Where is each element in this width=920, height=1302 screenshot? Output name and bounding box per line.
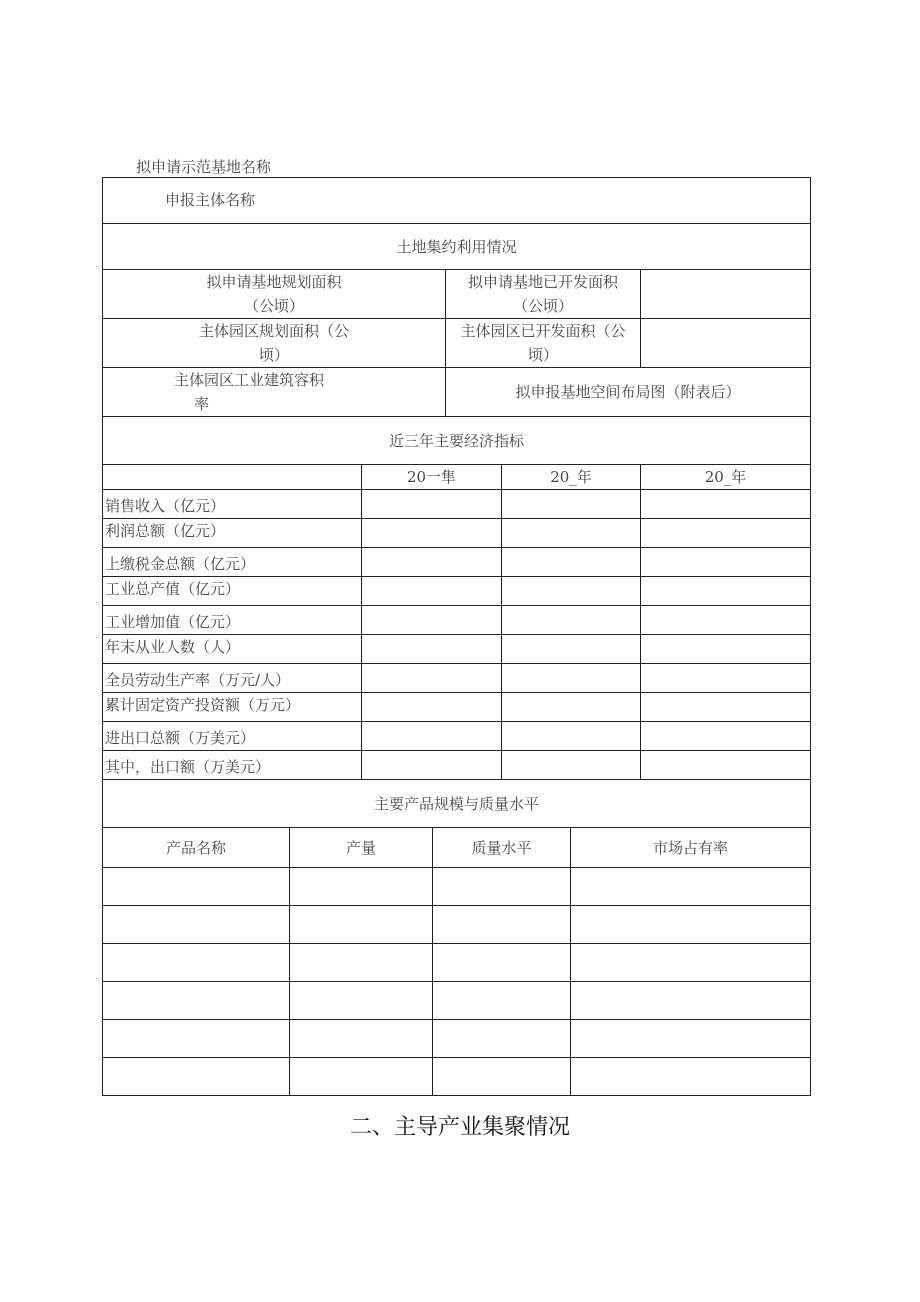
application-form-table <box>102 177 811 1096</box>
indicator-label: 工业增加值（亿元） <box>103 606 362 635</box>
indicator-value[interactable] <box>502 577 641 606</box>
base-name-caption: 拟申请示范基地名称 <box>136 158 272 176</box>
indicator-value[interactable] <box>502 519 641 548</box>
indicator-value[interactable] <box>641 548 811 577</box>
product-name-header: 产品名称 <box>103 828 290 868</box>
product-cell[interactable] <box>103 1058 290 1096</box>
product-cell[interactable] <box>433 982 571 1020</box>
indicator-value[interactable] <box>362 577 502 606</box>
indicator-value[interactable] <box>362 519 502 548</box>
indicator-value[interactable] <box>502 490 641 519</box>
developed-area-label: 拟申请基地已开发面积 （公顷） <box>446 270 641 319</box>
indicator-value[interactable] <box>362 606 502 635</box>
year-header-blank <box>103 465 362 490</box>
product-cell[interactable] <box>433 868 571 906</box>
indicator-value[interactable] <box>362 693 502 722</box>
indicator-value[interactable] <box>641 751 811 780</box>
year-header-3: 20_年 <box>641 465 811 490</box>
year-header-2: 20_年 <box>502 465 641 490</box>
indicator-value[interactable] <box>641 490 811 519</box>
developed-area-value[interactable] <box>641 270 811 319</box>
indicator-value[interactable] <box>641 664 811 693</box>
indicator-label: 年末从业人数（人） <box>103 635 362 664</box>
indicator-label: 工业总产值（亿元） <box>103 577 362 606</box>
product-cell[interactable] <box>103 906 290 944</box>
product-cell[interactable] <box>290 1058 433 1096</box>
product-cell[interactable] <box>103 868 290 906</box>
indicator-value[interactable] <box>641 635 811 664</box>
product-cell[interactable] <box>103 1020 290 1058</box>
layout-map-label: 拟申报基地空间布局图（附表后） <box>446 368 811 417</box>
quality-header: 质量水平 <box>433 828 571 868</box>
indicator-value[interactable] <box>362 635 502 664</box>
product-cell[interactable] <box>571 1020 811 1058</box>
park-developed-area-label: 主体园区已开发面积（公 顷） <box>446 319 641 368</box>
product-cell[interactable] <box>433 906 571 944</box>
indicator-label: 进出口总额（万美元） <box>103 722 362 751</box>
indicator-value[interactable] <box>641 577 811 606</box>
product-section-title: 主要产品规模与质量水平 <box>103 780 811 828</box>
indicator-value[interactable] <box>362 548 502 577</box>
indicator-value[interactable] <box>502 664 641 693</box>
indicator-label: 销售收入（亿元） <box>103 490 362 519</box>
product-cell[interactable] <box>103 944 290 982</box>
indicator-value[interactable] <box>502 606 641 635</box>
product-cell[interactable] <box>571 1058 811 1096</box>
indicator-value[interactable] <box>641 722 811 751</box>
main-industry-heading: 二、主导产业集聚情况 <box>349 1115 570 1140</box>
product-cell[interactable] <box>290 982 433 1020</box>
product-cell[interactable] <box>571 982 811 1020</box>
indicator-value[interactable] <box>502 635 641 664</box>
land-section-title: 土地集约利用情况 <box>103 224 811 270</box>
year-header-1: 20一隼 <box>362 465 502 490</box>
product-cell[interactable] <box>571 868 811 906</box>
indicator-label: 利润总额（亿元） <box>103 519 362 548</box>
applicant-name-label: 申报主体名称 <box>165 191 256 209</box>
economic-section-title: 近三年主要经济指标 <box>103 417 811 465</box>
indicator-value[interactable] <box>502 548 641 577</box>
product-cell[interactable] <box>433 944 571 982</box>
indicator-value[interactable] <box>362 751 502 780</box>
product-cell[interactable] <box>290 944 433 982</box>
indicator-label: 上缴税金总额（亿元） <box>103 548 362 577</box>
product-cell[interactable] <box>290 906 433 944</box>
indicator-value[interactable] <box>502 693 641 722</box>
product-cell[interactable] <box>433 1020 571 1058</box>
park-planned-area-label: 主体园区规划面积（公 顷） <box>103 319 446 368</box>
indicator-label: 其中，出口额（万美元） <box>103 751 362 780</box>
indicator-value[interactable] <box>362 722 502 751</box>
indicator-value[interactable] <box>641 606 811 635</box>
park-developed-area-value[interactable] <box>641 319 811 368</box>
product-cell[interactable] <box>290 1020 433 1058</box>
indicator-value[interactable] <box>502 722 641 751</box>
indicator-value[interactable] <box>362 664 502 693</box>
indicator-label: 累计固定资产投资额（万元） <box>103 693 362 722</box>
applicant-name-cell[interactable] <box>103 178 811 224</box>
floor-area-ratio-label: 主体园区工业建筑容积 率 <box>103 368 446 417</box>
planned-area-label: 拟申请基地规划面积 （公顷） <box>103 270 446 319</box>
indicator-label: 全员劳动生产率（万元/人） <box>103 664 362 693</box>
indicator-value[interactable] <box>362 490 502 519</box>
product-cell[interactable] <box>571 944 811 982</box>
indicator-value[interactable] <box>641 693 811 722</box>
product-cell[interactable] <box>571 906 811 944</box>
product-cell[interactable] <box>433 1058 571 1096</box>
market-share-header: 市场占有率 <box>571 828 811 868</box>
output-header: 产量 <box>290 828 433 868</box>
indicator-value[interactable] <box>502 751 641 780</box>
indicator-value[interactable] <box>641 519 811 548</box>
product-cell[interactable] <box>103 982 290 1020</box>
product-cell[interactable] <box>290 868 433 906</box>
